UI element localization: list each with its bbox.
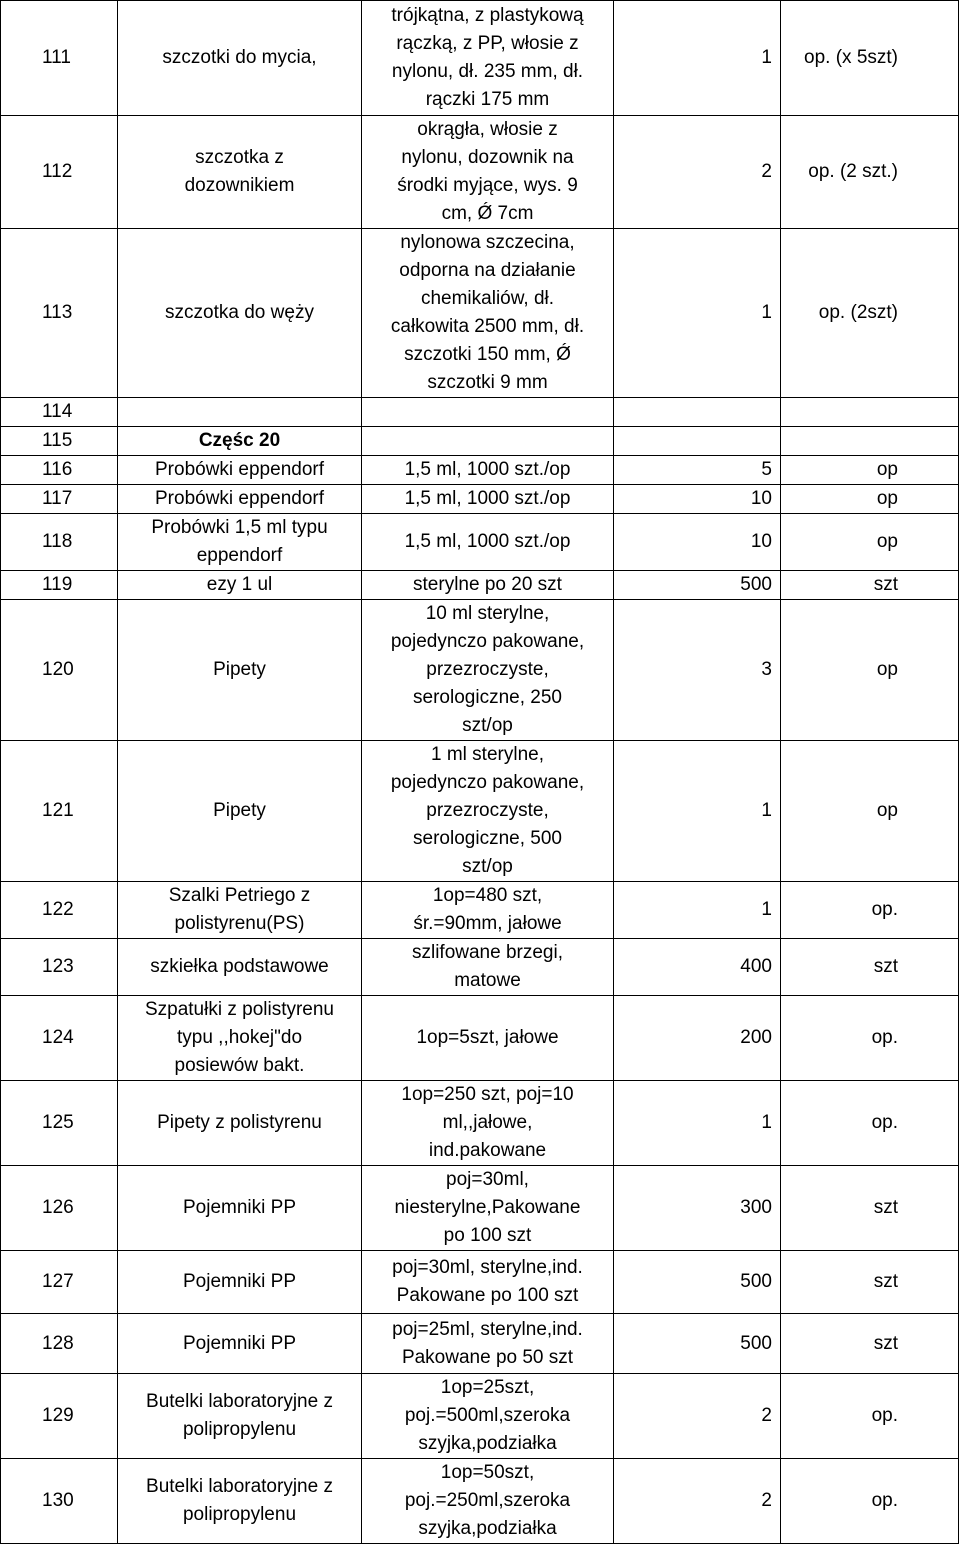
- item-unit: op.: [781, 1374, 959, 1459]
- table-row: [1, 1374, 959, 1459]
- item-name: [118, 398, 362, 427]
- item-description: trójkątna, z plastykową rączką, z PP, włosie z nylonu, dł. 235 mm, dł. rączki 175 mm: [362, 1, 614, 116]
- item-number: 130: [1, 1459, 118, 1544]
- item-name: Szalki Petriego z polistyrenu(PS): [118, 882, 362, 939]
- item-quantity: 500: [614, 1251, 781, 1314]
- table-row: [1, 600, 959, 741]
- table-row: [1, 1081, 959, 1166]
- item-number: 116: [1, 456, 118, 485]
- item-description: sterylne po 20 szt: [362, 571, 614, 600]
- item-name: Pojemniki PP: [118, 1314, 362, 1374]
- table-row: [1, 1, 959, 116]
- table-row: [1, 514, 959, 571]
- item-name: szczotka do węży: [118, 229, 362, 398]
- item-name: Butelki laboratoryjne z polipropylenu: [118, 1459, 362, 1544]
- item-name: Pipety z polistyrenu: [118, 1081, 362, 1166]
- item-unit: szt: [781, 939, 959, 996]
- item-quantity: 10: [614, 514, 781, 571]
- item-name: Butelki laboratoryjne z polipropylenu: [118, 1374, 362, 1459]
- item-unit: op: [781, 600, 959, 741]
- item-number: 125: [1, 1081, 118, 1166]
- item-unit: [781, 398, 959, 427]
- item-number: 121: [1, 741, 118, 882]
- item-unit: op. (x 5szt): [781, 1, 959, 116]
- item-quantity: 5: [614, 456, 781, 485]
- item-unit: op. (2szt): [781, 229, 959, 398]
- table-row: [1, 741, 959, 882]
- table-row: [1, 116, 959, 229]
- item-description: 10 ml sterylne, pojedynczo pakowane, przezroczyste, serologiczne, 250 szt/op: [362, 600, 614, 741]
- item-unit: szt: [781, 1251, 959, 1314]
- item-name: Pipety: [118, 741, 362, 882]
- item-number: 126: [1, 1166, 118, 1251]
- item-quantity: 200: [614, 996, 781, 1081]
- item-number: 114: [1, 398, 118, 427]
- item-name: Pipety: [118, 600, 362, 741]
- item-description: 1,5 ml, 1000 szt./op: [362, 514, 614, 571]
- item-quantity: 1: [614, 882, 781, 939]
- table-row: [1, 1314, 959, 1374]
- item-quantity: [614, 398, 781, 427]
- item-description: 1op=5szt, jałowe: [362, 996, 614, 1081]
- item-description: poj=30ml, niesterylne,Pakowane po 100 szt: [362, 1166, 614, 1251]
- item-description: 1,5 ml, 1000 szt./op: [362, 456, 614, 485]
- item-number: 120: [1, 600, 118, 741]
- item-quantity: 300: [614, 1166, 781, 1251]
- item-name: szczotka z dozownikiem: [118, 116, 362, 229]
- item-unit: op: [781, 741, 959, 882]
- item-description: poj=25ml, sterylne,ind. Pakowane po 50 szt: [362, 1314, 614, 1374]
- item-description: [362, 398, 614, 427]
- table-row: [1, 427, 959, 456]
- item-description: okrągła, włosie z nylonu, dozownik na środki myjące, wys. 9 cm, Ǿ 7cm: [362, 116, 614, 229]
- item-description: 1,5 ml, 1000 szt./op: [362, 485, 614, 514]
- item-description: 1 ml sterylne, pojedynczo pakowane, przezroczyste, serologiczne, 500 szt/op: [362, 741, 614, 882]
- item-number: 111: [1, 1, 118, 116]
- item-quantity: 1: [614, 1081, 781, 1166]
- table-row: [1, 398, 959, 427]
- item-quantity: 3: [614, 600, 781, 741]
- item-unit: op.: [781, 882, 959, 939]
- item-unit: [781, 427, 959, 456]
- item-quantity: 500: [614, 1314, 781, 1374]
- item-quantity: 1: [614, 1, 781, 116]
- item-name: Probówki eppendorf: [118, 456, 362, 485]
- item-unit: op: [781, 514, 959, 571]
- item-number: 127: [1, 1251, 118, 1314]
- item-quantity: 1: [614, 741, 781, 882]
- item-quantity: 1: [614, 229, 781, 398]
- item-name: Probówki 1,5 ml typu eppendorf: [118, 514, 362, 571]
- item-number: 113: [1, 229, 118, 398]
- table-row: [1, 1166, 959, 1251]
- item-unit: op.: [781, 996, 959, 1081]
- item-name: szkiełka podstawowe: [118, 939, 362, 996]
- table-row: [1, 1459, 959, 1544]
- table-row: [1, 456, 959, 485]
- item-name: ezy 1 ul: [118, 571, 362, 600]
- item-quantity: [614, 427, 781, 456]
- table-body: [1, 1, 959, 1544]
- item-quantity: 2: [614, 1459, 781, 1544]
- table-row: [1, 939, 959, 996]
- item-name: Szpatułki z polistyrenu typu ,,hokej"do posiewów bakt.: [118, 996, 362, 1081]
- item-number: 124: [1, 996, 118, 1081]
- item-unit: szt: [781, 1166, 959, 1251]
- item-number: 129: [1, 1374, 118, 1459]
- item-number: 118: [1, 514, 118, 571]
- item-quantity: 400: [614, 939, 781, 996]
- table-row: [1, 1251, 959, 1314]
- item-name: Pojemniki PP: [118, 1251, 362, 1314]
- table-row: [1, 571, 959, 600]
- item-quantity: 2: [614, 116, 781, 229]
- item-description: 1op=25szt, poj.=500ml,szeroka szyjka,podziałka: [362, 1374, 614, 1459]
- item-name: Probówki eppendorf: [118, 485, 362, 514]
- item-unit: op.: [781, 1459, 959, 1544]
- item-unit: op. (2 szt.): [781, 116, 959, 229]
- item-number: 115: [1, 427, 118, 456]
- item-description: 1op=480 szt, śr.=90mm, jałowe: [362, 882, 614, 939]
- item-name: szczotki do mycia,: [118, 1, 362, 116]
- item-name: Pojemniki PP: [118, 1166, 362, 1251]
- item-number: 119: [1, 571, 118, 600]
- item-number: 123: [1, 939, 118, 996]
- item-number: 128: [1, 1314, 118, 1374]
- item-number: 112: [1, 116, 118, 229]
- table-row: [1, 229, 959, 398]
- item-quantity: 10: [614, 485, 781, 514]
- table-row: [1, 996, 959, 1081]
- item-unit: op: [781, 485, 959, 514]
- table-row: [1, 485, 959, 514]
- item-number: 122: [1, 882, 118, 939]
- item-description: [362, 427, 614, 456]
- item-number: 117: [1, 485, 118, 514]
- item-description: 1op=50szt, poj.=250ml,szeroka szyjka,podziałka: [362, 1459, 614, 1544]
- item-quantity: 2: [614, 1374, 781, 1459]
- item-description: szlifowane brzegi, matowe: [362, 939, 614, 996]
- item-quantity: 500: [614, 571, 781, 600]
- table-row: [1, 882, 959, 939]
- item-description: nylonowa szczecina, odporna na działanie chemikaliów, dł. całkowita 2500 mm, dł. szczotki 150 mm, Ǿ szczotki 9 mm: [362, 229, 614, 398]
- item-unit: op: [781, 456, 959, 485]
- item-name: Częśc 20: [118, 427, 362, 456]
- item-description: poj=30ml, sterylne,ind. Pakowane po 100 szt: [362, 1251, 614, 1314]
- item-description: 1op=250 szt, poj=10 ml,,jałowe, ind.pakowane: [362, 1081, 614, 1166]
- item-unit: szt: [781, 571, 959, 600]
- item-unit: szt: [781, 1314, 959, 1374]
- item-unit: op.: [781, 1081, 959, 1166]
